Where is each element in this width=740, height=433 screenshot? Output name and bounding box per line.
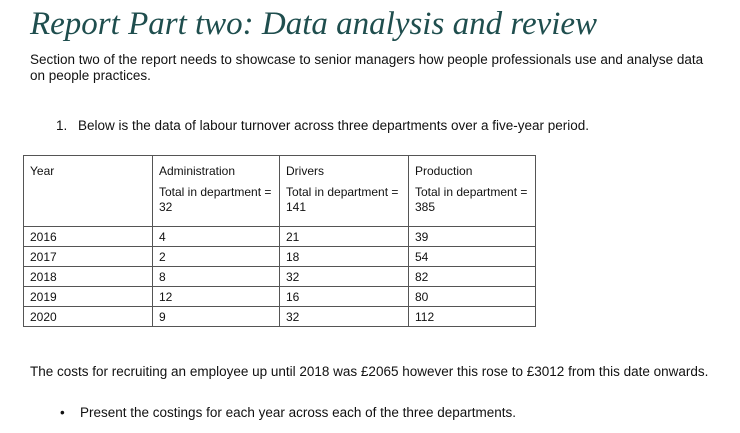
bullet-icon: • — [60, 405, 65, 420]
question-item — [56, 118, 589, 133]
table-row — [24, 247, 536, 267]
cell-drivers: 16 — [280, 287, 409, 307]
cell-production: 39 — [409, 227, 536, 247]
header-production-sub: Total in department = 385 — [415, 185, 528, 214]
cell-drivers: 21 — [280, 227, 409, 247]
header-drivers-sub: Total in department = 141 — [286, 185, 399, 214]
cell-production: 80 — [409, 287, 536, 307]
question-number: 1. — [56, 118, 68, 133]
cell-year: 2018 — [24, 267, 153, 287]
cell-year: 2019 — [24, 287, 153, 307]
table-header-row — [24, 156, 536, 227]
cell-drivers: 32 — [280, 307, 409, 327]
cell-drivers: 32 — [280, 267, 409, 287]
cell-production: 82 — [409, 267, 536, 287]
header-production-name: Production — [415, 164, 473, 178]
page-title: Report Part two: Data analysis and review — [30, 6, 598, 42]
header-year: Year — [24, 156, 153, 227]
cell-year: 2016 — [24, 227, 153, 247]
header-production — [409, 156, 536, 227]
header-admin-name: Administration — [159, 164, 236, 178]
cell-year: 2017 — [24, 247, 153, 267]
header-drivers-name: Drivers — [286, 164, 324, 178]
cell-admin: 8 — [153, 267, 280, 287]
cell-admin: 12 — [153, 287, 280, 307]
header-admin — [153, 156, 280, 227]
table-row — [24, 267, 536, 287]
cell-admin: 2 — [153, 247, 280, 267]
bullet-item — [60, 405, 516, 420]
header-admin-sub: Total in department = 32 — [159, 185, 272, 214]
cell-production: 112 — [409, 307, 536, 327]
table-row — [24, 307, 536, 327]
bullet-text: Present the costings for each year across each of the three departments. — [80, 405, 516, 420]
cell-admin: 4 — [153, 227, 280, 247]
header-drivers — [280, 156, 409, 227]
table-row — [24, 227, 536, 247]
turnover-table — [23, 155, 536, 327]
cell-year: 2020 — [24, 307, 153, 327]
intro-paragraph: Section two of the report needs to showcase to senior managers how people professionals use and analyse data on people practices. — [30, 52, 704, 83]
cell-admin: 9 — [153, 307, 280, 327]
table-row — [24, 287, 536, 307]
cell-drivers: 18 — [280, 247, 409, 267]
costs-paragraph: The costs for recruiting an employee up until 2018 was £2065 however this rose to £3012 from this date onwards. — [30, 364, 709, 379]
question-text: Below is the data of labour turnover across three departments over a five-year period. — [78, 118, 590, 133]
cell-production: 54 — [409, 247, 536, 267]
